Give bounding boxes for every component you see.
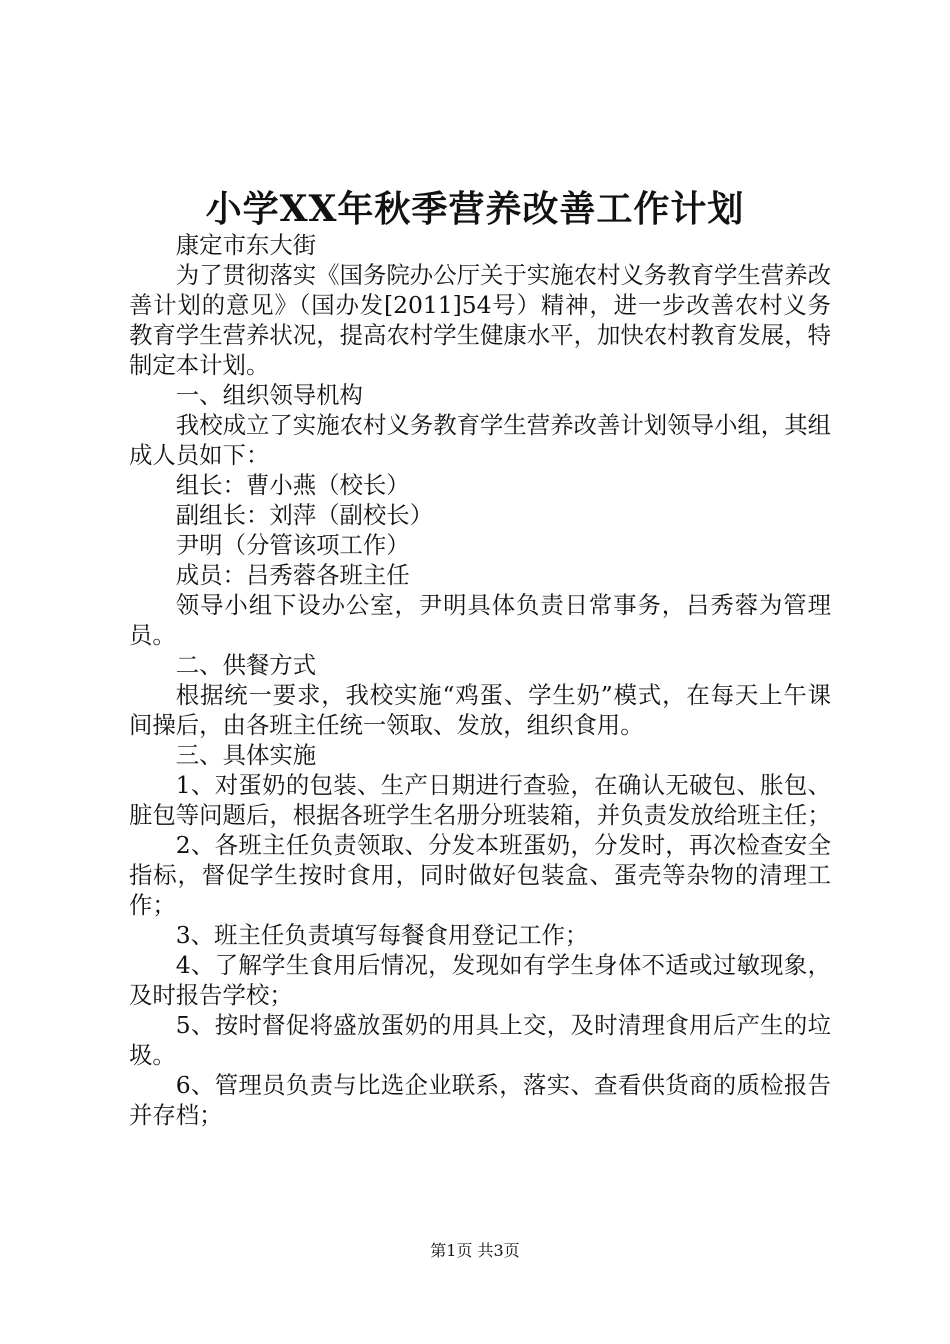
paragraph: 为了贯彻落实《国务院办公厅关于实施农村义务教育学生营养改善计划的意见》（国办发[2011]54号）精神，进一步改善农村义务教育学生营养状况，提高农村学生健康水平，加快农村教育发展，特制定本计划。: [129, 261, 831, 379]
section-heading: 二、供餐方式: [175, 651, 317, 679]
paragraph: 根据统一要求，我校实施“鸡蛋、学生奶”模式，在每天上午课间操后，由各班主任统一领取、发放，组织食用。: [129, 681, 831, 739]
list-item: 4、了解学生食用后情况，发现如有学生身体不适或过敏现象，及时报告学校；: [129, 951, 831, 1009]
list-item: 6、管理员负责与比选企业联系，落实、查看供货商的质检报告并存档；: [129, 1071, 831, 1129]
list-item: 3、班主任负责填写每餐食用登记工作；: [175, 921, 589, 949]
document-body: [129, 230, 831, 1130]
list-item: 5、按时督促将盛放蛋奶的用具上交，及时清理食用后产生的垃圾。: [129, 1011, 831, 1069]
paragraph: 康定市东大街: [175, 231, 317, 259]
paragraph: 我校成立了实施农村义务教育学生营养改善计划领导小组，其组成人员如下：: [129, 411, 831, 469]
document-title: 小学XX年秋季营养改善工作计划: [205, 188, 745, 230]
section-heading: 三、具体实施: [175, 741, 317, 769]
list-item: 1、对蛋奶的包装、生产日期进行查验，在确认无破包、胀包、脏包等问题后，根据各班学生名册分班装箱，并负责发放给班主任；: [129, 771, 831, 829]
section-heading: 一、组织领导机构: [175, 381, 363, 409]
paragraph: 领导小组下设办公室，尹明具体负责日常事务，吕秀蓉为管理员。: [129, 591, 831, 649]
paragraph: 组长：曹小燕（校长）: [175, 471, 410, 499]
paragraph: 尹明（分管该项工作）: [175, 531, 410, 559]
paragraph: 成员：吕秀蓉各班主任: [175, 561, 410, 589]
paragraph: 副组长：刘萍（副校长）: [175, 501, 434, 529]
list-item: 2、各班主任负责领取、分发本班蛋奶，分发时，再次检查安全指标，督促学生按时食用，同时做好包装盒、蛋壳等杂物的清理工作；: [129, 831, 831, 919]
page-footer: 第1页 共3页: [430, 1241, 520, 1260]
